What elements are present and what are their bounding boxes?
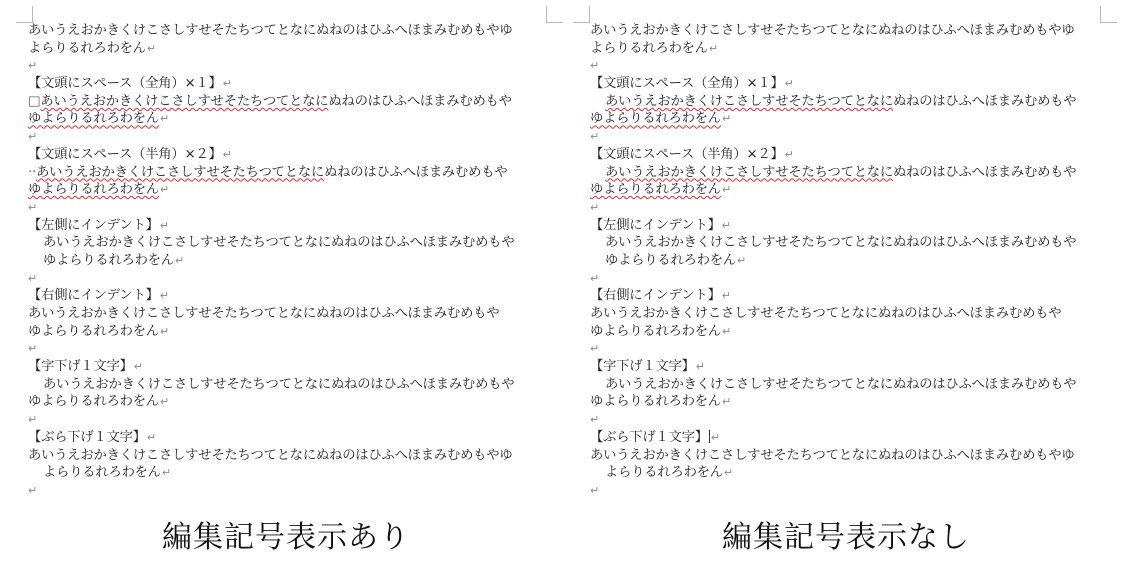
empty-paragraph: [28, 340, 514, 358]
heading-text: 【右側にインデント】: [28, 288, 159, 304]
document-body[interactable]: [590, 22, 1076, 500]
document-panel-without-marks: [565, 0, 1125, 510]
body-text: あいうえおかきくけこさしすせそたちつてとなにぬねのはひふへほまみむめもやゆ: [28, 447, 513, 463]
paragraph-mark-icon: ↵: [784, 147, 794, 161]
empty-paragraph: [590, 199, 1076, 217]
paragraph-mark-icon: ↵: [590, 59, 600, 73]
paragraph-mark-icon: ↵: [590, 413, 600, 427]
body-text: あいうえおかきくけこさしすせそたちつてとなにぬねのはひふへほまみむめもや: [43, 235, 515, 251]
paragraph-mark-icon: ↵: [28, 413, 38, 427]
heading-text: 【文頭にスペース（半角）×２】: [28, 146, 222, 162]
heading-text: 【左側にインデント】: [590, 217, 721, 233]
empty-paragraph: [28, 270, 514, 288]
paragraph-mark-icon: ↵: [721, 218, 731, 232]
body-text: あいうえおかきくけこさしすせそたちつてとなにぬねのはひふへほまみむめもや: [605, 376, 1077, 392]
empty-paragraph: [28, 199, 514, 217]
paragraph-line: [28, 93, 514, 111]
section-heading: [28, 429, 514, 447]
empty-paragraph: [28, 57, 514, 75]
heading-text: 【字下げ１文字】: [28, 359, 133, 375]
paragraph-line: [28, 252, 514, 270]
misspelled-text: ゆよらりるれろわをん: [28, 182, 159, 198]
paragraph-mark-icon: ↵: [590, 130, 600, 144]
paragraph-line: [590, 464, 1076, 482]
body-text: あいうえおかきくけこさしすせそたちつてとなにぬねのはひふへほまみむめもやゆ: [590, 447, 1075, 463]
section-heading: [28, 287, 514, 305]
body-text: よらりるれろわをん: [590, 40, 708, 56]
body-text: あいうえおかきくけこさしすせそたちつてとなにぬねのはひふへほまみむめもや: [590, 306, 1062, 321]
body-text: ぬねのはひふへほまみむめもや: [324, 164, 508, 180]
empty-paragraph: [28, 411, 514, 429]
misspelled-text: あいうえおかきくけこさしすせそたちつてとなに: [605, 164, 893, 180]
body-text: あいうえおかきくけこさしすせそたちつてとなにぬねのはひふへほまみむめもやゆ: [28, 23, 513, 38]
misspelled-text: あいうえおかきくけこさしすせそたちつてとなに: [605, 93, 893, 109]
paragraph-mark-icon: ↵: [721, 112, 731, 126]
paragraph-line: [590, 164, 1076, 182]
heading-text: 【字下げ１文字】: [590, 359, 695, 375]
empty-paragraph: [590, 270, 1076, 288]
paragraph-line: [28, 22, 514, 40]
paragraph-line: [28, 305, 514, 323]
paragraph-mark-icon: ↵: [784, 77, 794, 91]
section-heading: [28, 358, 514, 376]
section-heading: [28, 75, 514, 93]
body-text: ゆよらりるれろわをん: [605, 252, 736, 268]
caption-marks-shown: 編集記号表示あり: [162, 520, 410, 555]
paragraph-line: [590, 393, 1076, 411]
paragraph-mark-icon: ↵: [710, 430, 720, 444]
paragraph-line: [590, 305, 1076, 323]
paragraph-line: [28, 234, 514, 252]
section-heading: [590, 358, 1076, 376]
paragraph-line: [28, 164, 514, 182]
paragraph-mark-icon: ↵: [590, 342, 600, 356]
empty-paragraph: [28, 482, 514, 500]
empty-paragraph: [28, 128, 514, 146]
section-heading: [28, 217, 514, 235]
paragraph-mark-icon: ↵: [159, 395, 169, 409]
misspelled-text: あいうえおかきくけこさしすせそたちつてとなに: [40, 93, 329, 109]
section-heading: [590, 287, 1076, 305]
paragraph-line: [590, 181, 1076, 199]
body-text: よらりるれろわをん: [605, 465, 723, 481]
paragraph-line: [590, 110, 1076, 128]
page-corner-mark: [573, 6, 590, 23]
paragraph-line: [590, 376, 1076, 394]
paragraph-mark-icon: ↵: [222, 77, 232, 91]
caption-marks-hidden: 編集記号表示なし: [722, 520, 970, 555]
paragraph-mark-icon: ↵: [174, 253, 184, 267]
paragraph-mark-icon: ↵: [721, 395, 731, 409]
body-text: あいうえおかきくけこさしすせそたちつてとなにぬねのはひふへほまみむめもや: [605, 235, 1077, 251]
empty-paragraph: [590, 482, 1076, 500]
paragraph-line: [28, 376, 514, 394]
paragraph-line: [590, 93, 1076, 111]
paragraph-mark-icon: ↵: [159, 324, 169, 338]
misspelled-text: ゆよらりるれろわをん: [28, 111, 159, 127]
paragraph-mark-icon: ↵: [28, 130, 38, 144]
body-text: ゆよらりるれろわをん: [590, 323, 721, 339]
page-corner-mark: [546, 6, 563, 23]
paragraph-mark-icon: ↵: [133, 360, 143, 374]
empty-paragraph: [590, 411, 1076, 429]
paragraph-line: [28, 447, 514, 465]
body-text: ゆよらりるれろわをん: [28, 323, 159, 339]
paragraph-line: [28, 110, 514, 128]
paragraph-line: [590, 22, 1076, 40]
paragraph-line: [590, 323, 1076, 341]
paragraph-mark-icon: ↵: [28, 483, 38, 497]
heading-text: 【ぶら下げ１文字】: [28, 429, 146, 445]
heading-text: 【左側にインデント】: [28, 217, 159, 233]
empty-paragraph: [590, 128, 1076, 146]
body-text: ゆよらりるれろわをん: [43, 252, 174, 268]
paragraph-mark-icon: ↵: [28, 271, 38, 285]
body-text: ゆよらりるれろわをん: [28, 394, 159, 410]
text-cursor: [709, 430, 710, 443]
section-heading: [590, 429, 1076, 447]
paragraph-line: [590, 234, 1076, 252]
paragraph-mark-icon: ↵: [723, 466, 733, 480]
paragraph-line: [28, 40, 514, 58]
misspelled-text: ゆよらりるれろわをん: [590, 111, 721, 127]
heading-text: 【ぶら下げ１文字】: [590, 429, 708, 445]
body-text: あいうえおかきくけこさしすせそたちつてとなにぬねのはひふへほまみむめもや: [43, 376, 515, 392]
section-heading: [590, 146, 1076, 164]
heading-text: 【右側にインデント】: [590, 288, 721, 304]
paragraph-mark-icon: ↵: [28, 342, 38, 356]
misspelled-text: あいうえおかきくけこさしすせそたちつてとなに: [36, 164, 325, 180]
paragraph-mark-icon: ↵: [159, 183, 169, 197]
fullwidth-space-mark-icon: □: [28, 93, 41, 109]
body-text: よらりるれろわをん: [28, 40, 146, 56]
paragraph-mark-icon: ↵: [590, 483, 600, 497]
body-text: あいうえおかきくけこさしすせそたちつてとなにぬねのはひふへほまみむめもやゆ: [590, 23, 1075, 38]
body-text: ぬねのはひふへほまみむめもや: [893, 93, 1077, 109]
paragraph-mark-icon: ↵: [721, 324, 731, 338]
section-heading: [590, 217, 1076, 235]
page-corner-mark: [1100, 6, 1117, 23]
section-heading: [590, 75, 1076, 93]
paragraph-mark-icon: ↵: [159, 289, 169, 303]
document-panel-with-marks: [0, 0, 560, 510]
body-text: ぬねのはひふへほまみむめもや: [328, 93, 512, 109]
page-corner-mark: [16, 6, 33, 23]
document-body[interactable]: [28, 22, 514, 500]
paragraph-mark-icon: ↵: [736, 253, 746, 267]
heading-text: 【文頭にスペース（半角）×２】: [590, 146, 784, 162]
heading-text: 【文頭にスペース（全角）×１】: [590, 76, 784, 92]
paragraph-mark-icon: ↵: [708, 41, 718, 55]
paragraph-mark-icon: ↵: [159, 112, 169, 126]
empty-paragraph: [590, 340, 1076, 358]
paragraph-mark-icon: ↵: [721, 183, 731, 197]
halfwidth-space-mark-icon: ··: [28, 164, 37, 180]
paragraph-mark-icon: ↵: [146, 41, 156, 55]
misspelled-text: ゆよらりるれろわをん: [590, 182, 721, 198]
section-heading: [28, 146, 514, 164]
heading-text: 【文頭にスペース（全角）×１】: [28, 76, 222, 92]
body-text: ゆよらりるれろわをん: [590, 394, 721, 410]
paragraph-line: [590, 252, 1076, 270]
paragraph-line: [28, 464, 514, 482]
paragraph-line: [28, 181, 514, 199]
paragraph-mark-icon: ↵: [161, 466, 171, 480]
body-text: よらりるれろわをん: [43, 465, 161, 481]
paragraph-line: [28, 393, 514, 411]
paragraph-mark-icon: ↵: [590, 200, 600, 214]
paragraph-line: [28, 323, 514, 341]
paragraph-mark-icon: ↵: [146, 430, 156, 444]
body-text: ぬねのはひふへほまみむめもや: [893, 164, 1077, 180]
paragraph-mark-icon: ↵: [222, 147, 232, 161]
paragraph-mark-icon: ↵: [721, 289, 731, 303]
paragraph-mark-icon: ↵: [159, 218, 169, 232]
empty-paragraph: [590, 57, 1076, 75]
body-text: あいうえおかきくけこさしすせそたちつてとなにぬねのはひふへほまみむめもや: [28, 306, 500, 321]
paragraph-mark-icon: ↵: [28, 59, 38, 73]
paragraph-mark-icon: ↵: [695, 360, 705, 374]
paragraph-line: [590, 447, 1076, 465]
paragraph-mark-icon: ↵: [590, 271, 600, 285]
paragraph-mark-icon: ↵: [28, 200, 38, 214]
paragraph-line: [590, 40, 1076, 58]
